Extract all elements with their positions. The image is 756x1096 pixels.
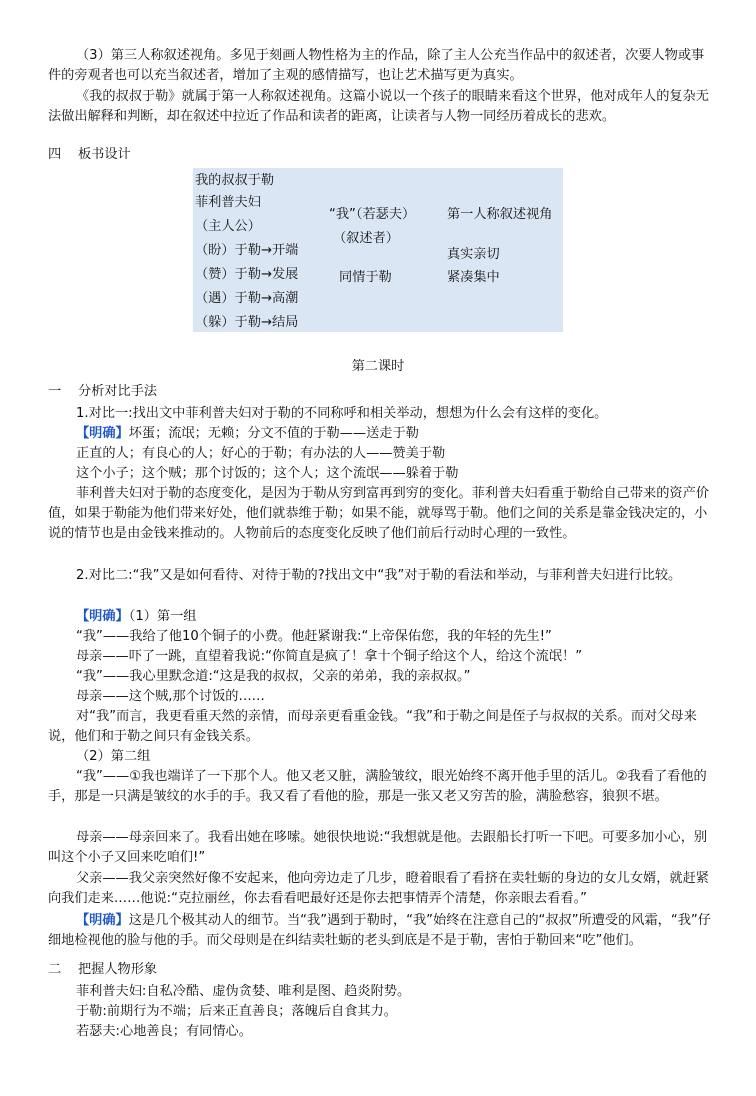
quote-line: 母亲——这个贼,那个讨饭的…… — [76, 689, 265, 704]
board-couple: 菲利普夫妇 — [195, 195, 261, 210]
quote-line: “我”——我心里默念道:“这是我的叔叔，父亲的弟弟，我的亲叔叔。” — [76, 669, 471, 684]
paragraph-third-person-view: （3）第三人称叙述视角。多见于刻画人物性格为主的作品，除了主人公充当作品中的叙述者，次要人物或事件的旁观者也可以充当叙述者，增加了主观的感情描写，也让艺术描写更为真实。 — [48, 48, 705, 84]
answer-line — [48, 424, 712, 444]
character-line: 菲利普夫妇:自私冷酷、虚伪贪婪、唯利是图、趋炎附势。 — [76, 984, 411, 999]
section-heading-2 — [48, 960, 157, 980]
paragraph-analysis-3 — [48, 911, 712, 951]
section-heading-4 — [48, 145, 131, 165]
section-number: 四 — [48, 147, 62, 162]
paragraph-analysis-2: 对“我”而言，我更看重天然的亲情，而母亲更看重金钱。“我”和于勒之间是侄子与叔叔的关系。而对父母来说，他们和于勒之间只有金钱关系。 — [48, 709, 697, 745]
group-title: （1）第一组 — [128, 609, 197, 624]
board-row: （赞）于勒→发展 — [195, 267, 299, 282]
board-title: 我的叔叔于勒 — [195, 173, 275, 188]
quote-line: “我”——我给了他10个铜子的小费。他赶紧谢我:“上帝保佑您，我的年轻的先生!” — [76, 629, 552, 644]
board-narrator-role: （叙述者） — [333, 231, 399, 246]
board-narrator: “我”（若瑟夫） — [329, 207, 416, 222]
answer-line: 正直的人；有良心的人；好心的于勒；有办法的人——赞美于勒 — [76, 446, 446, 461]
section-title: 分析对比手法 — [77, 384, 158, 399]
answer-text: 坏蛋；流氓；无赖；分文不值的于勒——送走于勒 — [128, 426, 419, 441]
answer-line: 这个小子；这个贼；那个讨饭的；这个人；这个流氓——躲着于勒 — [76, 466, 459, 481]
group-title: （2）第二组 — [76, 749, 151, 764]
lesson-title: 第二课时 — [351, 359, 405, 374]
blackboard-design — [193, 168, 563, 332]
character-line: 若瑟夫:心地善良；有同情心。 — [76, 1024, 252, 1039]
paragraph-narrator-detail: “我”——①我也端详了一下那个人。他又老又脏，满脸皱纹，眼光始终不离开他手里的活儿。②我看了看他的手，那是一只满是皱纹的水手的手。我又看了看他的脸，那是一张又老又穷苦的脸，满脸愁容，狼狈不堪。 — [48, 769, 707, 805]
board-row: （盼）于勒→开端 — [195, 243, 299, 258]
section-title: 把握人物形象 — [77, 962, 158, 977]
paragraph-analysis-1: 菲利普夫妇对于勒的态度变化，是因为于勒从穷到富再到穷的变化。菲利普夫妇看重于勒给自己带来的资产价值，如果于勒能为他们带来好处，他们就恭维于勒；如果不能，就辱骂于勒。他们之间的关系是靠金钱决定的，小说的情节也是由金钱来推动的。人物前后的态度变化反映了他们前后行动时心理的一致性。 — [48, 486, 709, 542]
board-sympathy: 同情于勒 — [339, 270, 392, 285]
paragraph-first-person-view: 《我的叔叔于勒》就属于第一人称叙述视角。这篇小说以一个孩子的眼睛来看这个世界，他对成年人的复杂无法做出解释和判断，却在叙述中拉近了作品和读者的距离，让读者与人物一同经历着成长的悲欢。 — [48, 89, 709, 125]
section-number: 一 — [48, 384, 62, 399]
clarify-label: 【明确】 — [76, 426, 129, 441]
question-contrast-2: 2.对比二:“我”又是如何看待、对待于勒的?找出文中“我”对于勒的看法和举动，与菲利普夫妇进行比较。 — [76, 568, 682, 583]
board-row: （遇）于勒→高潮 — [195, 291, 299, 306]
board-row: （躲）于勒→结局 — [195, 315, 299, 330]
answer-text: 这是几个极其动人的细节。当“我”遇到于勒时，“我”始终在注意自己的“叔叔”所遭受的风霜，“我”仔细地检视他的脸与他的手。而父母则是在纠结卖牡蛎的老头到底是不是于勒，害怕于勒回来“吃”他们。 — [48, 913, 711, 949]
clarify-label: 【明确】 — [76, 609, 129, 624]
question-contrast-1: 1.对比一:找出文中菲利普夫妇对于勒的不同称呼和相关举动，想想为什么会有这样的变化。 — [76, 406, 608, 421]
board-feature-2: 紧凑集中 — [447, 270, 500, 285]
character-line: 于勒:前期行为不端；后来正直善良；落魄后自食其力。 — [76, 1004, 397, 1019]
board-feature-1: 真实亲切 — [447, 247, 500, 262]
quote-line: 母亲——吓了一跳，直望着我说:“你简直是疯了！拿十个铜子给这个人，给这个流氓！” — [76, 649, 583, 664]
group-heading — [48, 607, 712, 627]
board-view: 第一人称叙述视角 — [447, 207, 553, 222]
paragraph-father-detail: 父亲——我父亲突然好像不安起来，他向旁边走了几步，瞪着眼看了看挤在卖牡蛎的身边的女儿女婿，就赶紧向我们走来……他说:“克拉丽丝，你去看看吧最好还是你去把事情弄个清楚，你亲眼去看看。” — [48, 871, 709, 907]
clarify-label: 【明确】 — [76, 913, 129, 928]
section-number: 二 — [48, 962, 62, 977]
board-protagonist: （主人公） — [195, 219, 261, 234]
paragraph-mother-detail: 母亲——母亲回来了。我看出她在哆嗦。她很快地说:“我想就是他。去跟船长打听一下吧。可要多加小心，别叫这个小子又回来吃咱们!” — [48, 830, 708, 866]
section-title: 板书设计 — [77, 147, 131, 162]
section-heading-1 — [48, 382, 157, 402]
